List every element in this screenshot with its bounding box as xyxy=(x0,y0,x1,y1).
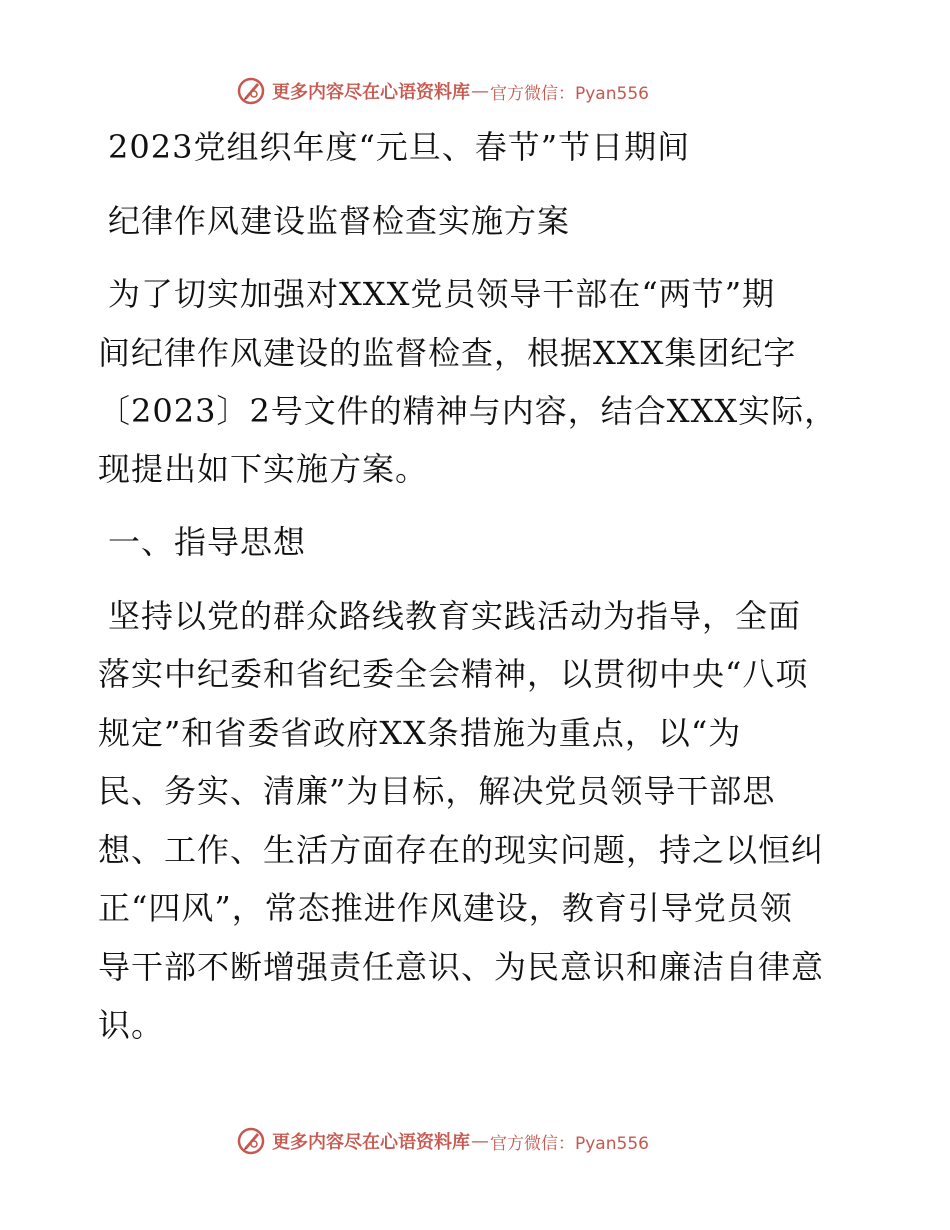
section1-line-6: 正“四风”，常态推进作风建设，教育引导党员领 xyxy=(98,889,793,927)
section1-line-5: 想、工作、生活方面存在的现实问题，持之以恒纠 xyxy=(98,831,825,869)
document-title-line-1: 2023党组织年度“元旦、春节”节日期间 xyxy=(108,128,691,166)
quill-pen-seal-icon xyxy=(236,1126,266,1156)
intro-line-4: 现提出如下实施方案。 xyxy=(98,450,429,488)
section1-line-3: 规定”和省委省政府XX条措施为重点，以“为 xyxy=(98,714,742,752)
intro-line-1: 为了切实加强对XXX党员领导干部在“两节”期 xyxy=(108,275,776,313)
document-title-line-2: 纪律作风建设监督检查实施方案 xyxy=(108,202,571,240)
intro-line-3: 〔2023〕2号文件的精神与内容，结合XXX实际， xyxy=(98,392,838,430)
section-heading-guiding-ideology: 一、指导思想 xyxy=(108,523,307,561)
section1-line-1: 坚持以党的群众路线教育实践活动为指导，全面 xyxy=(108,597,802,635)
quill-pen-seal-icon xyxy=(236,76,266,106)
watermark-dash: — xyxy=(471,1130,489,1152)
watermark-wechat-text: 官方微信：Pyan556 xyxy=(490,1133,649,1154)
section1-line-7: 导干部不断增强责任意识、为民意识和廉洁自律意 xyxy=(98,948,825,986)
watermark-dash: — xyxy=(471,80,489,102)
section1-line-8: 识。 xyxy=(98,1006,165,1044)
watermark-main-text: 更多内容尽在心语资料库 xyxy=(272,82,470,103)
intro-line-2: 间纪律作风建设的监督检查，根据XXX集团纪字 xyxy=(98,334,797,372)
watermark-wechat-text: 官方微信：Pyan556 xyxy=(490,83,649,104)
watermark-banner-bottom xyxy=(236,1124,649,1158)
section1-line-2: 落实中纪委和省纪委全会精神，以贯彻中央“八项 xyxy=(98,655,809,693)
watermark-main-text: 更多内容尽在心语资料库 xyxy=(272,1132,470,1153)
section1-line-4: 民、务实、清廉”为目标，解决党员领导干部思 xyxy=(98,772,776,810)
watermark-banner-top xyxy=(236,74,649,108)
